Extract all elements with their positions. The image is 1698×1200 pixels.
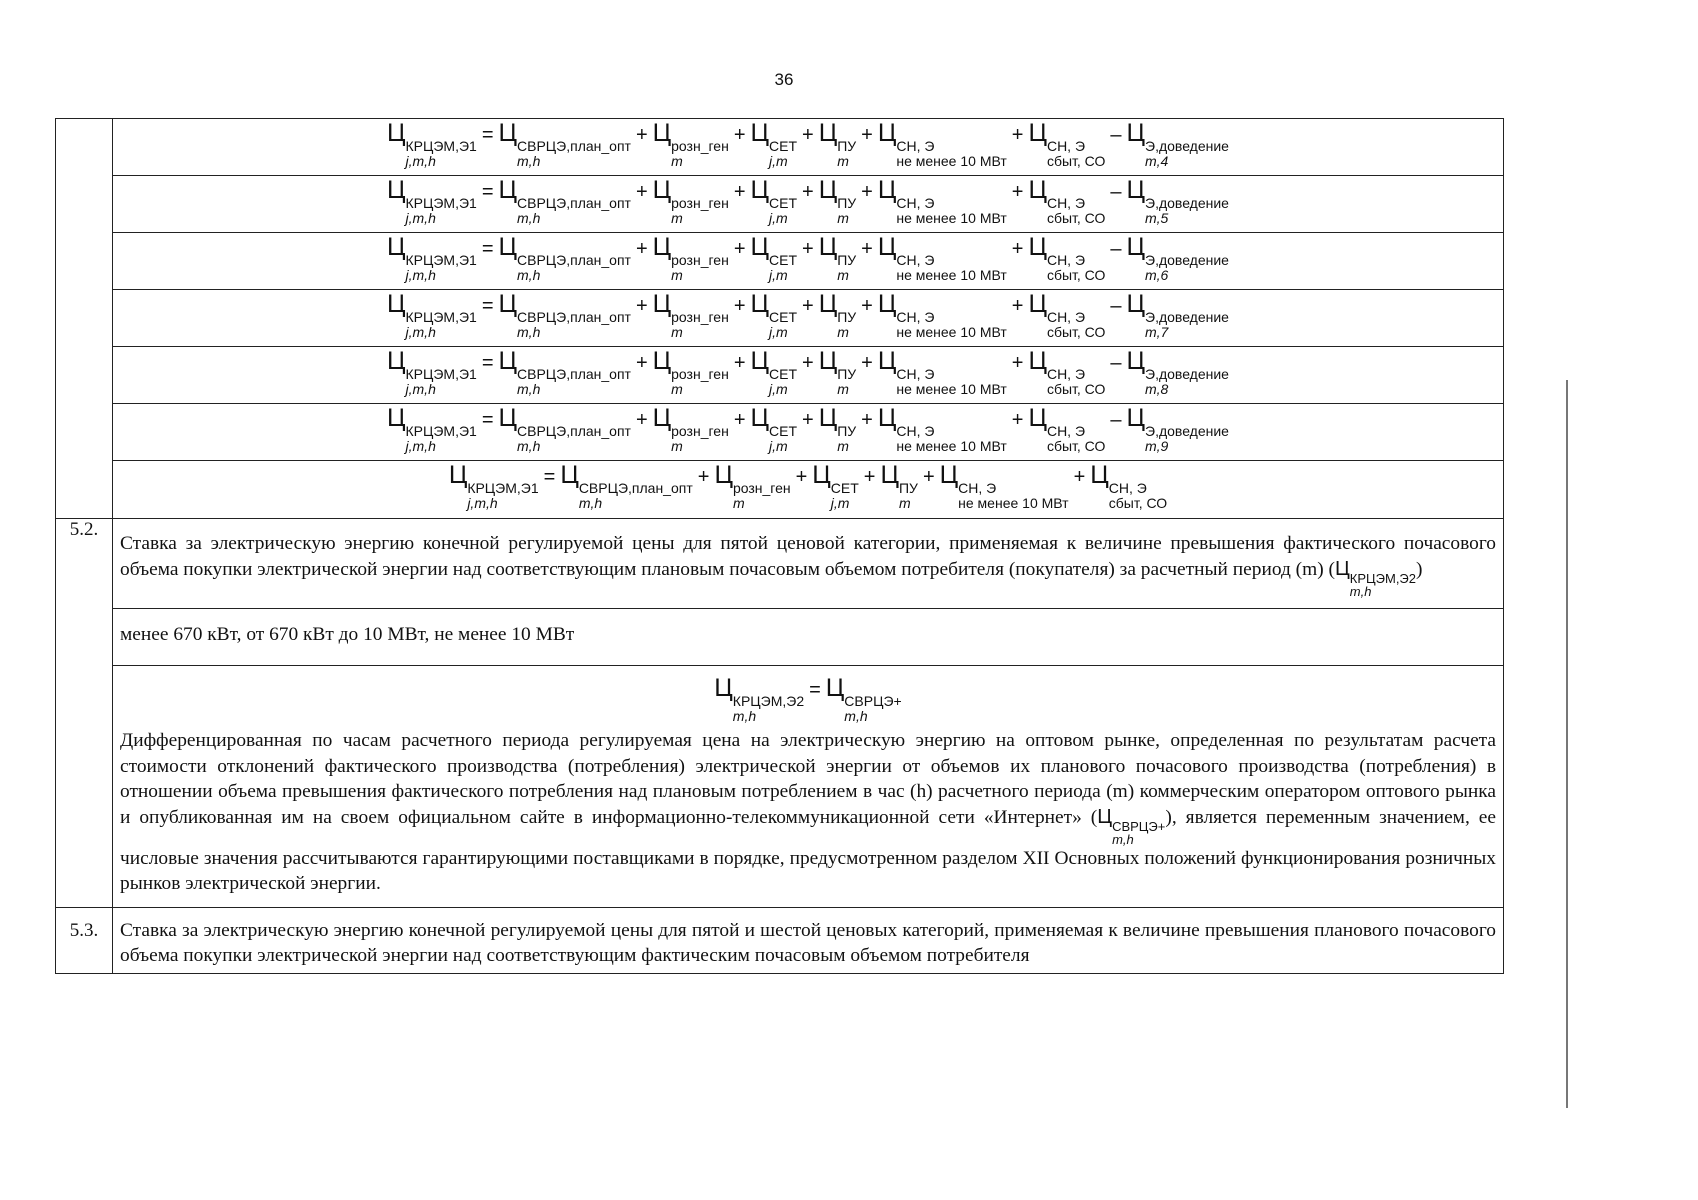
formula-row	[113, 119, 1504, 176]
formula-row	[113, 347, 1504, 404]
formula-description: Дифференцированная по часам расчетного периода регулируемая цена на электрическую энергию на оптовом рынке, определенная по результатам расчета стоимости отклонений фактического производства (потребления) электрической энергии от объемов их планового почасового производства (потребления) в отношении объема превышения фактического потребления над плановым потреблением в час (h) расчетного периода (m) коммерческим оператором оптового рынка и опубликованная им на своем официальном сайте в информационно-телекоммуникационной сети «Интернет» (Ц СВРЦЭ+ m,h ), является переменным значением, ее числовые значения рассчитываются гарантирующими поставщиками в порядке, предусмотренном разделом XII Основных положений функционирования розничных рынков электрической энергии.	[120, 730, 1496, 894]
rate-description-cell	[113, 519, 1504, 609]
rate-description: Ставка за электрическую энергию конечной регулируемой цены для пятой ценовой категории, применяемая к величине превышения фактического почасового объема покупки электрической энергии над соответствующим плановым почасовым объемом потребителя (покупателя) за расчетный период (m) (Ц КРЦЭМ,Э2 m,h )	[120, 533, 1496, 599]
formula-row	[113, 404, 1504, 461]
formula-row	[113, 461, 1504, 519]
power-category-subheading: менее 670 кВт, от 670 кВт до 10 МВт, не менее 10 МВт	[120, 623, 575, 645]
formula: Ц КРЦЭМ,Э1 j,m,h = Ц СВРЦЭ,план_опт m,h + Ц розн_ген m + Ц СЕТ j,m + Ц ПУ m + Ц СН, Э не менее 10 МВт + Ц СН, Э сбыт, СО – Ц Э,доведение m,9	[387, 404, 1229, 454]
number-cell-empty	[56, 119, 113, 519]
row-number: 5.3.	[56, 907, 113, 973]
formula-e2: Ц КРЦЭМ,Э2 m,h = Ц СВРЦЭ+ m,h	[714, 674, 902, 724]
inline-formula: Ц СВРЦЭ+ m,h	[1097, 805, 1166, 847]
price-table	[55, 118, 1504, 974]
formula: Ц КРЦЭМ,Э1 j,m,h = Ц СВРЦЭ,план_опт m,h + Ц розн_ген m + Ц СЕТ j,m + Ц ПУ m + Ц СН, Э не менее 10 МВт + Ц СН, Э сбыт, СО	[448, 461, 1168, 511]
subheading-cell	[113, 608, 1504, 666]
formula-desc-cell	[113, 666, 1504, 908]
rate-description-cell	[113, 907, 1504, 973]
formula: Ц КРЦЭМ,Э1 j,m,h = Ц СВРЦЭ,план_опт m,h + Ц розн_ген m + Ц СЕТ j,m + Ц ПУ m + Ц СН, Э не менее 10 МВт + Ц СН, Э сбыт, СО – Ц Э,доведение m,5	[387, 176, 1229, 226]
formula: Ц КРЦЭМ,Э1 j,m,h = Ц СВРЦЭ,план_опт m,h + Ц розн_ген m + Ц СЕТ j,m + Ц ПУ m + Ц СН, Э не менее 10 МВт + Ц СН, Э сбыт, СО – Ц Э,доведение m,6	[387, 233, 1229, 283]
formula: Ц КРЦЭМ,Э1 j,m,h = Ц СВРЦЭ,план_опт m,h + Ц розн_ген m + Ц СЕТ j,m + Ц ПУ m + Ц СН, Э не менее 10 МВт + Ц СН, Э сбыт, СО – Ц Э,доведение m,4	[387, 119, 1229, 169]
formula: Ц КРЦЭМ,Э1 j,m,h = Ц СВРЦЭ,план_опт m,h + Ц розн_ген m + Ц СЕТ j,m + Ц ПУ m + Ц СН, Э не менее 10 МВт + Ц СН, Э сбыт, СО – Ц Э,доведение m,8	[387, 347, 1229, 397]
formula-row	[113, 290, 1504, 347]
formula-row	[113, 233, 1504, 290]
formula-row	[113, 176, 1504, 233]
row-number: 5.2.	[56, 519, 113, 908]
formula: Ц КРЦЭМ,Э1 j,m,h = Ц СВРЦЭ,план_опт m,h + Ц розн_ген m + Ц СЕТ j,m + Ц ПУ m + Ц СН, Э не менее 10 МВт + Ц СН, Э сбыт, СО – Ц Э,доведение m,7	[387, 290, 1229, 340]
rate-description-text: Ставка за электрическую энергию конечной регулируемой цены для пятой ценовой категории, применяемая к величине превышения фактического почасового объема покупки электрической энергии над соответствующим плановым почасовым объемом потребителя (покупателя) за расчетный период (m) (	[120, 533, 1496, 580]
page-number: 36	[774, 70, 794, 89]
inline-formula: Ц КРЦЭМ,Э2 m,h	[1334, 557, 1416, 599]
rate-description: Ставка за электрическую энергию конечной регулируемой цены для пятой и шестой ценовых категорий, применяемая к величине превышения планового почасового объема покупки электрической энергии над соответствующим фактическим почасовым объемом потребителя	[120, 919, 1496, 966]
binding-edge-line	[1566, 380, 1568, 1108]
